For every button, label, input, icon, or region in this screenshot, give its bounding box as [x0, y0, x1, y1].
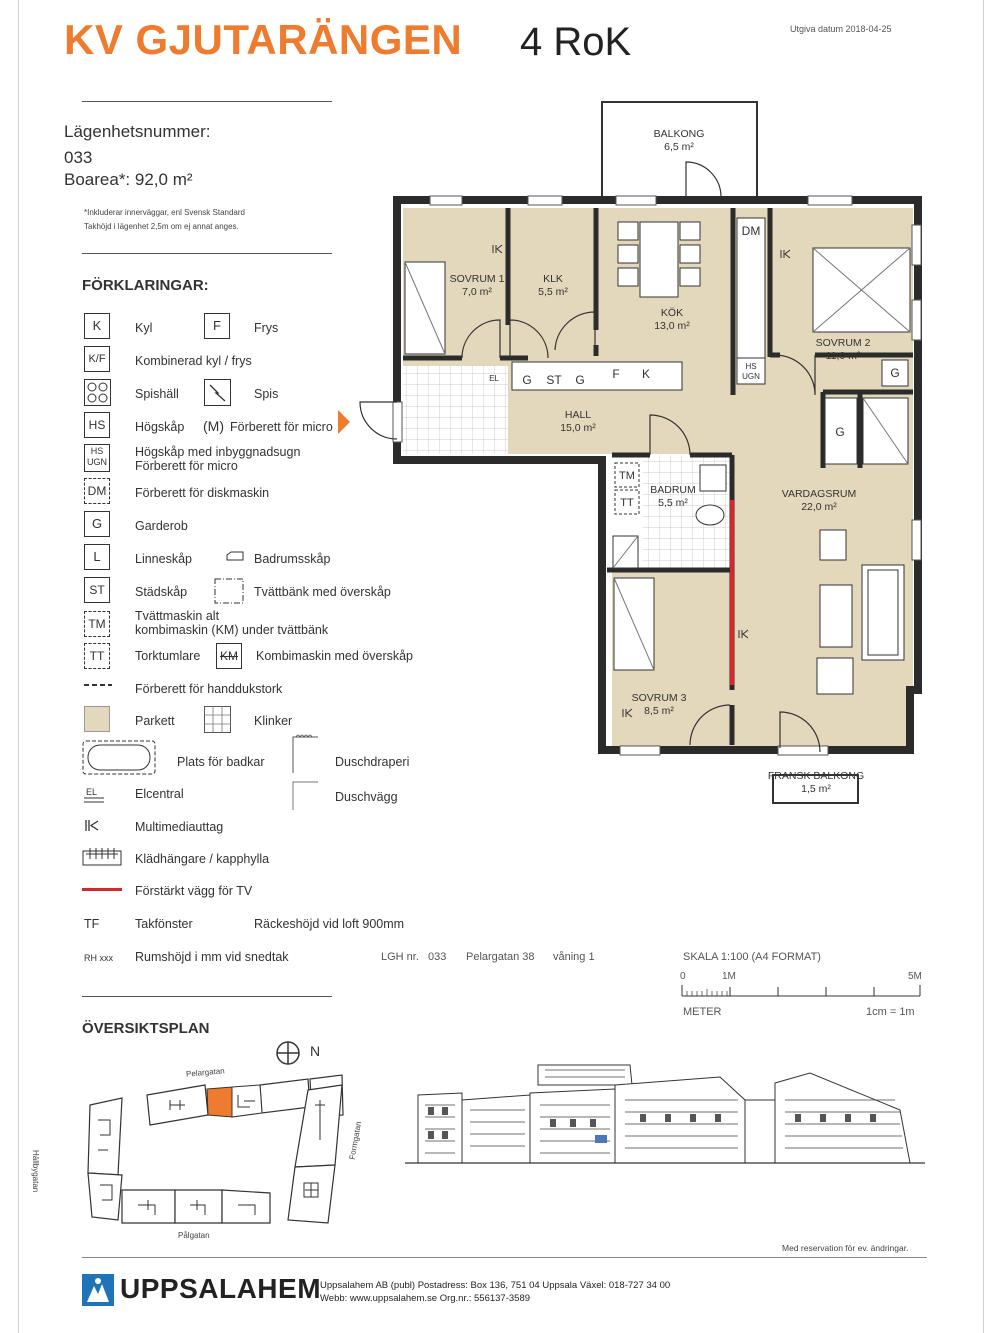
tile-swatch [204, 706, 231, 733]
legend-klinker: Klinker [254, 714, 293, 728]
compass-icon [275, 1040, 301, 1066]
room-balkong-area: 6,5 m² [664, 141, 694, 153]
scale-label: SKALA 1:100 (A4 FORMAT) [683, 951, 821, 963]
room-fransk-area: 1,5 m² [801, 783, 831, 795]
legend-l: Linneskåp [135, 552, 192, 566]
el-label: EL [86, 787, 98, 797]
floor: våning 1 [553, 951, 595, 963]
highlighted-building [207, 1087, 232, 1117]
legend-rh: Rumshöjd i mm vid snedtak [135, 950, 289, 964]
company-contact-1: Uppsalahem AB (publ) Postadress: Box 136, 751 04 Uppsala Växel: 018-727 34 00 [320, 1280, 671, 1291]
towel-heater-icon [84, 682, 112, 688]
legend-tm-1: Tvättmaskin alt [135, 609, 220, 623]
apartment-type: 4 RoK [520, 20, 632, 64]
linen-cabinet-symbol: L [84, 544, 110, 570]
street-east: Formgatan [347, 1120, 364, 1161]
site-plan-heading: ÖVERSIKTSPLAN [82, 1020, 210, 1037]
legend-dm: Förberett för diskmaskin [135, 486, 270, 500]
room-klk-area: 5,5 m² [538, 286, 568, 298]
dishwasher-symbol: DM [84, 478, 110, 504]
divider [82, 253, 332, 254]
street-south: Pålgatan [178, 1231, 210, 1240]
skylight-symbol: TF [84, 917, 100, 931]
plan-g3: G [890, 366, 900, 380]
symbol-line: HS [90, 446, 104, 456]
stove-icon [204, 379, 231, 406]
building-illustration [400, 1055, 930, 1170]
legend-spis: Spis [254, 387, 279, 401]
street-north: Pelargatan [185, 1066, 226, 1079]
room-hall-area: 15,0 m² [560, 422, 596, 434]
site-plan-map [60, 1065, 360, 1250]
shower-curtain-icon [290, 733, 320, 773]
plan-dm: DM [741, 224, 761, 238]
laundry-bench-icon [214, 578, 244, 604]
room-sovrum2-area: 11,0 m² [825, 350, 861, 362]
north-label: N [310, 1043, 321, 1059]
plan-g1: G [522, 373, 532, 387]
room-kok: KÖK [660, 307, 684, 319]
plan-f: F [612, 367, 620, 381]
apartment-no-label: LGH nr. [381, 951, 419, 963]
legend-micro: Förberett för micro [230, 420, 333, 434]
room-sovrum2: SOVRUM 2 [815, 337, 871, 349]
legend-duschdraperi: Duschdraperi [335, 755, 410, 769]
legend-frys: Frys [254, 321, 279, 335]
room-sovrum3: SOVRUM 3 [631, 692, 687, 704]
parquet-swatch [84, 706, 110, 732]
plan-g4: G [835, 425, 845, 439]
room-sovrum3-area: 8,5 m² [644, 705, 674, 717]
plan-st: ST [546, 373, 562, 387]
floor-plan [330, 95, 930, 810]
room-sovrum1: SOVRUM 1 [449, 273, 505, 285]
clothes-rack-icon [82, 845, 122, 867]
room-balkong: BALKONG [653, 128, 705, 140]
cleaning-cabinet-symbol: ST [84, 577, 110, 603]
legend-km: Kombimaskin med överskåp [256, 649, 414, 663]
apartment-no: 033 [428, 951, 447, 963]
entrance-arrow [338, 410, 350, 434]
room-vardagsrum-area: 22,0 m² [801, 501, 837, 513]
scale-tick-0: 0 [680, 971, 686, 982]
room-badrum: BADRUM [650, 484, 696, 496]
legend-tm-2: kombimaskin (KM) under tvättbänk [135, 623, 329, 637]
legend-parkett: Parkett [135, 714, 175, 728]
legend-hs: Högskåp [135, 420, 185, 434]
legend-tt: Torktumlare [135, 649, 201, 663]
plan-ugn: UGN [742, 372, 760, 381]
room-hall: HALL [564, 409, 592, 421]
legend-badkar: Plats för badkar [177, 755, 265, 769]
scale-tick-1: 1M [722, 971, 736, 982]
apartment-number-label: Lägenhetsnummer: [64, 122, 211, 141]
legend-g: Garderob [135, 519, 188, 533]
electric-panel-icon [84, 786, 106, 806]
tall-cabinet-symbol: HS [84, 412, 110, 438]
room-badrum-area: 5,5 m² [658, 497, 688, 509]
document-title: KV GJUTARÄNGEN [64, 16, 463, 63]
room-kok-area: 13,0 m² [654, 320, 690, 332]
shower-wall-icon [290, 778, 320, 810]
freezer-symbol: F [204, 313, 230, 339]
legend-tv: Förstärkt vägg för TV [135, 884, 253, 898]
room-klk: KLK [543, 273, 563, 285]
scale-tick-5: 5M [908, 971, 922, 982]
legend-hsugn-2: Förberett för micro [135, 459, 238, 473]
uppsalahem-logo-icon [82, 1274, 114, 1306]
legend-hsugn-1: Högskåp med inbyggnadsugn [135, 445, 301, 459]
wardrobe-symbol: G [84, 511, 110, 537]
legend-kf: Kombinerad kyl / frys [135, 354, 252, 368]
footer-divider [82, 1257, 927, 1258]
legend-duschvagg: Duschvägg [335, 790, 398, 804]
plan-el: EL [489, 374, 499, 383]
combi-machine-symbol: KM [216, 643, 242, 669]
scale-ratio: 1cm = 1m [866, 1006, 915, 1018]
ceiling-note: Takhöjd i lägenhet 2,5m om ej annat anges. [84, 222, 239, 231]
hob-icon [84, 379, 111, 406]
tv-wall-line [82, 888, 122, 891]
tall-cabinet-oven-symbol [84, 444, 110, 472]
legend-tvattbank: Tvättbänk med överskåp [254, 585, 391, 599]
tumble-dryer-symbol: TT [84, 643, 110, 669]
room-fransk-balkong: FRANSK BALKONG [767, 770, 865, 782]
room-sovrum1-area: 7,0 m² [462, 286, 492, 298]
legend-handduk: Förberett för handdukstork [135, 682, 283, 696]
issue-date: Utgiva datum 2018-04-25 [790, 24, 892, 34]
legend-heading: FÖRKLARINGAR: [82, 277, 209, 294]
multimedia-outlet-icon [84, 818, 100, 834]
reservation-note: Med reservation för ev. ändringar. [782, 1243, 909, 1253]
scale-bar [680, 983, 925, 999]
legend-kladhangare: Klädhängare / kapphylla [135, 852, 270, 866]
micro-symbol: (M) [203, 418, 224, 434]
legend-kyl: Kyl [135, 321, 153, 335]
plan-tt: TT [620, 497, 634, 509]
fridge-symbol: K [84, 313, 110, 339]
legend-racke: Räckeshöjd vid loft 900mm [254, 917, 405, 931]
legend-multimedia: Multimediauttag [135, 820, 224, 834]
washing-machine-symbol: TM [84, 611, 110, 637]
divider [82, 101, 332, 102]
symbol-line: UGN [87, 457, 107, 467]
fridge-freezer-symbol: K/F [84, 346, 110, 372]
plan-k: K [641, 367, 651, 381]
bathtub-icon [82, 740, 157, 776]
company-contact-2: Webb: www.uppsalahem.se Org.nr.: 556137-3589 [320, 1293, 531, 1304]
company-name: UPPSALAHEM [120, 1273, 322, 1304]
room-vardagsrum: VARDAGSRUM [781, 488, 857, 500]
legend-spishall: Spishäll [135, 387, 179, 401]
apartment-number: 033 [64, 148, 93, 167]
area-note: *Inkluderar innerväggar, enl Svensk Standard [84, 208, 245, 217]
divider [82, 996, 332, 997]
room-height-symbol: RH xxx [84, 953, 113, 963]
address: Pelargatan 38 [466, 951, 535, 963]
scale-unit: METER [683, 1006, 722, 1018]
apartment-area: Boarea*: 92,0 m² [64, 170, 193, 189]
plan-hs: HS [745, 362, 757, 371]
legend-st: Städskåp [135, 585, 188, 599]
bathroom-cabinet-icon [225, 550, 245, 562]
street-west: Hällbygatan [31, 1150, 40, 1193]
plan-tm: TM [619, 470, 635, 482]
legend-elcentral: Elcentral [135, 787, 184, 801]
legend-badrumsskap: Badrumsskåp [254, 552, 331, 566]
plan-g2: G [575, 373, 585, 387]
legend-tf: Takfönster [135, 917, 193, 931]
